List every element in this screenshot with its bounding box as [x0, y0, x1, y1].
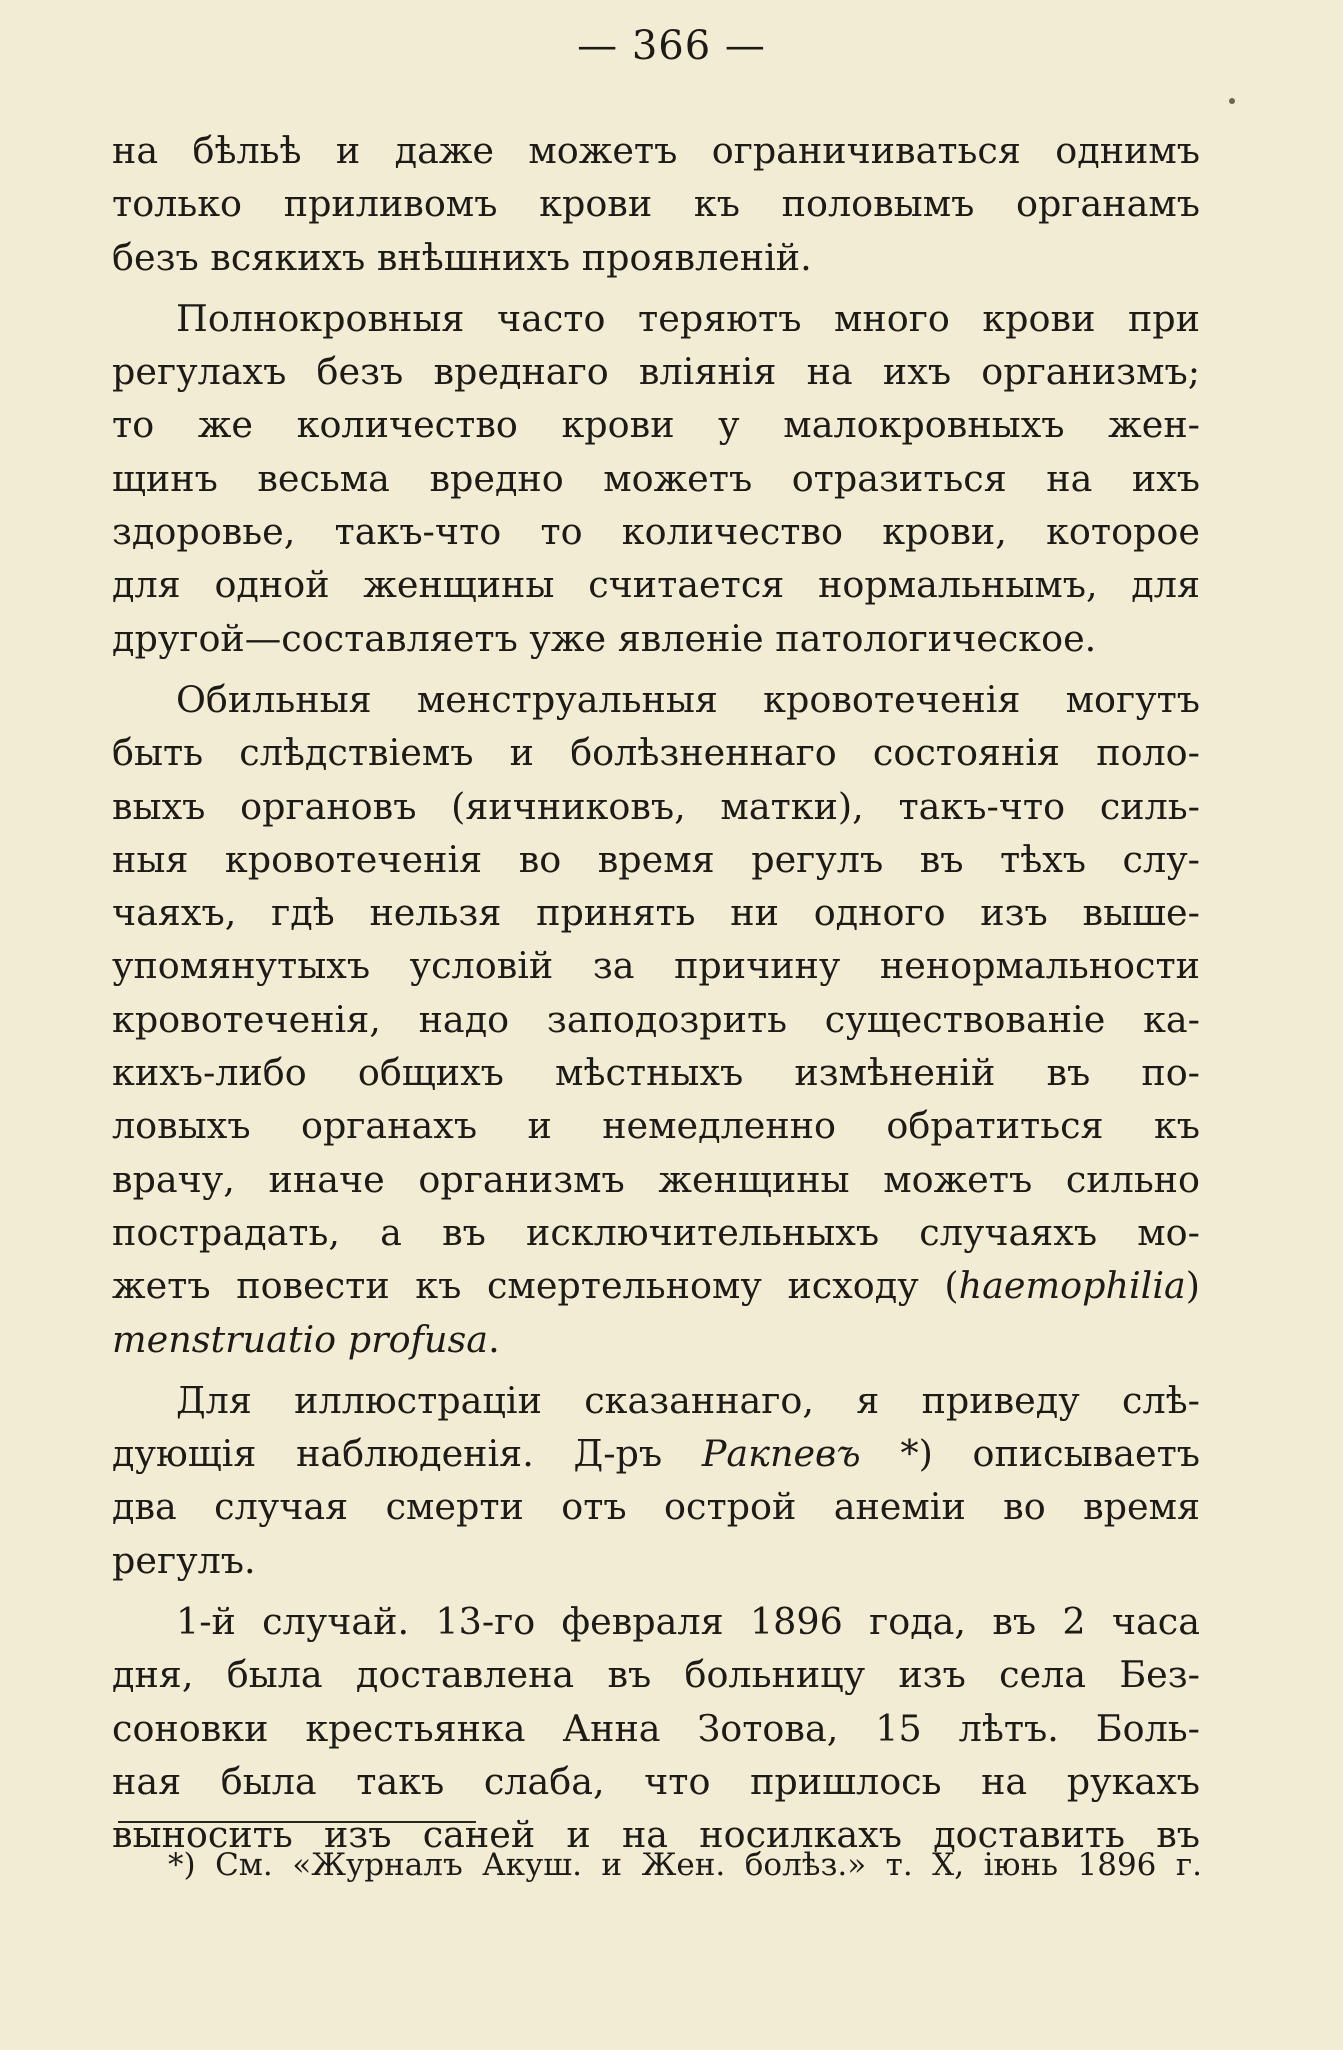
text-line: выхъ органовъ (яичниковъ, матки), такъ-что силь- [112, 784, 1200, 828]
text-line: чаяхъ, гдѣ нельзя принять ни одного изъ выше- [112, 891, 1200, 935]
text-line: щинъ весьма вредно можетъ отразиться на ихъ [112, 456, 1200, 500]
paper-speck [1229, 98, 1235, 104]
text-line: ныя кровотеченія во время регулъ въ тѣхъ слу- [112, 837, 1200, 881]
text-line: упомянутыхъ условій за причину ненормальности [112, 944, 1200, 988]
text-line: Обильныя менструальныя кровотеченія могутъ [176, 677, 1200, 721]
text-line: пострадать, а въ исключительныхъ случаяхъ мо- [112, 1210, 1200, 1254]
text-line: Полнокровныя часто теряютъ много крови при [176, 296, 1200, 340]
latin-term: menstruatio profusa [112, 1317, 489, 1361]
text-line: выносить изъ саней и на носилкахъ доставить въ [112, 1813, 1200, 1857]
text-line: дующія наблюденія. Д-ръ Ракпевъ *) описываетъ [112, 1432, 1200, 1476]
text-line: menstruatio profusa. [112, 1317, 500, 1361]
text-line: ловыхъ органахъ и немедленно обратиться къ [112, 1104, 1200, 1148]
text-line: Для иллюстраціи сказаннаго, я приведу слѣ- [176, 1378, 1200, 1422]
text-line: для одной женщины считается нормальнымъ, для [112, 563, 1200, 607]
text-line: соновки крестьянка Анна Зотова, 15 лѣтъ. Боль- [112, 1706, 1200, 1750]
text-line: 1-й случай. 13-го февраля 1896 года, въ 2 часа [176, 1600, 1200, 1644]
text-line: жетъ повести къ смертельному исходу (haemophilia) [112, 1264, 1200, 1308]
text-line: кихъ-либо общихъ мѣстныхъ измѣненій въ по- [112, 1051, 1200, 1095]
footnote: *) См. «Журналъ Акуш. и Жен. болѣз.» т. X, іюнь 1896 г. [168, 1847, 1202, 1883]
text-line: кровотеченія, надо заподозрить существованіе ка- [112, 997, 1200, 1041]
latin-term: haemophilia [958, 1264, 1186, 1308]
body-text [112, 124, 1200, 1862]
text-line: регулъ. [112, 1538, 256, 1582]
text-line: два случая смерти отъ острой анеміи во время [112, 1485, 1200, 1529]
text-line: то же количество крови у малокровныхъ жен- [112, 403, 1200, 447]
text-line: дня, была доставлена въ больницу изъ села Без- [112, 1653, 1200, 1697]
text-line: регулахъ безъ вреднаго вліянія на ихъ организмъ; [112, 350, 1200, 394]
text-line: быть слѣдствіемъ и болѣзненнаго состоянія поло- [112, 731, 1200, 775]
text-line: ная была такъ слаба, что пришлось на рукахъ [112, 1759, 1200, 1803]
text-line: только приливомъ крови къ половымъ органамъ [112, 182, 1200, 226]
text-line: другой—составляетъ уже явленіе патологическое. [112, 616, 1097, 660]
text-line: на бѣльѣ и даже можетъ ограничиваться однимъ [112, 129, 1200, 172]
footnote-divider [118, 1821, 476, 1823]
text-line: здоровье, такъ-что то количество крови, которое [112, 510, 1200, 554]
page-number: — 366 — [577, 23, 766, 69]
author-name: Ракпевъ [701, 1432, 861, 1476]
text-line: безъ всякихъ внѣшнихъ проявленій. [112, 235, 812, 279]
text-line: врачу, иначе организмъ женщины можетъ сильно [112, 1157, 1200, 1201]
